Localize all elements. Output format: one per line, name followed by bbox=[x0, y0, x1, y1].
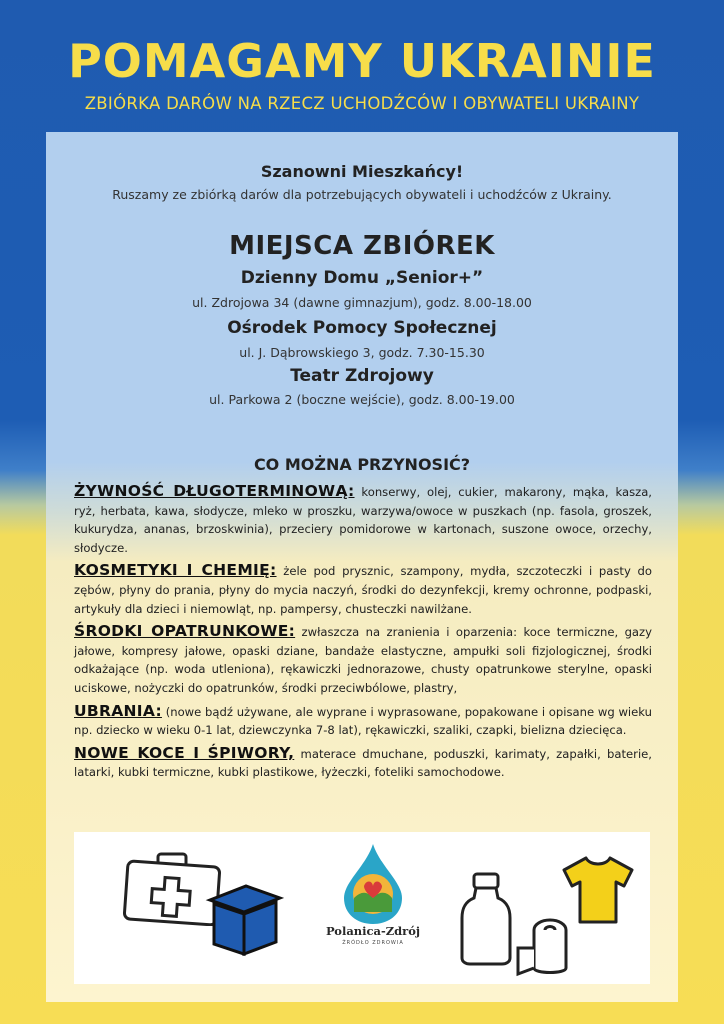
place-address: ul. J. Dąbrowskiego 3, godz. 7.30-15.30 bbox=[239, 345, 485, 360]
category-text: żele pod prysznic, szampony, mydła, szczoteczki i pasty do zębów, płyny do prania, płyny do mycia naczyń, środki do dezynfekcji, kremy ochronne, podpaski, artykuły dla dzieci i niemowląt, np. pampersy, chusteczki nawilżane. bbox=[74, 564, 653, 616]
category-blankets bbox=[74, 744, 652, 782]
category-title: ŻYWNOŚĆ DŁUGOTERMINOWĄ: bbox=[74, 482, 355, 500]
category-text: materace dmuchane, poduszki, karimaty, zapałki, baterie, latarki, kubki termiczne, kubki plastikowe, łyżeczki, foteliki samochodowe. bbox=[74, 746, 652, 780]
greeting-text: Ruszamy ze zbiórką darów dla potrzebujących obywateli i uchodźców z Ukrainy. bbox=[112, 187, 612, 202]
poster-title: POMAGAMY UKRAINIE bbox=[68, 34, 656, 88]
place-address: ul. Parkowa 2 (boczne wejście), godz. 8.00-19.00 bbox=[209, 392, 515, 407]
category-clothes bbox=[74, 702, 652, 740]
logo-tagline: ŹRÓDŁO ZDROWIA bbox=[342, 940, 404, 946]
category-text: konserwy, olej, cukier, makarony, mąka, kasza, ryż, herbata, kawa, słodycze, mleko w proszku, warzywa/owoce w puszkach (np. fasola, groszek, kukurydza, ananas, brzoskwinia), przeciery pomidorowe w kartonach, suszone owoce, orzechy, słodycze. bbox=[74, 485, 652, 555]
t-shirt-icon bbox=[558, 852, 640, 926]
bring-heading: CO MOŻNA PRZYNOSIĆ? bbox=[253, 455, 471, 474]
category-title: UBRANIA: bbox=[74, 701, 162, 720]
greeting-heading: Szanowni Mieszkańcy! bbox=[260, 162, 464, 181]
category-title: NOWE KOCE I ŚPIWORY, bbox=[74, 743, 295, 762]
poster-subtitle: ZBIÓRKA DARÓW NA RZECZ UCHODŹCÓW I OBYWATELI UKRAINY bbox=[84, 94, 640, 113]
place-name: Ośrodek Pomocy Społecznej bbox=[227, 318, 497, 338]
category-title: ŚRODKI OPATRUNKOWE: bbox=[74, 622, 296, 641]
category-first-aid bbox=[74, 622, 652, 697]
logo-name: Polanica-Zdrój bbox=[325, 924, 421, 938]
icons-strip bbox=[74, 832, 650, 984]
box-icon bbox=[204, 880, 284, 960]
category-text: (nowe bądź używane, ale wyprane i wyprasowane, popakowane i opisane wg wieku np. dziecko w wieku 0-1 lat, dziewczynka 7-8 lat), rękawiczki, szaliki, czapki, bielizna dziecięca. bbox=[74, 704, 652, 738]
content-panel bbox=[46, 132, 678, 1002]
donation-categories bbox=[74, 482, 652, 786]
category-food bbox=[74, 482, 652, 557]
toilet-paper-icon bbox=[514, 918, 578, 978]
places-heading: MIEJSCA ZBIÓREK bbox=[229, 231, 495, 261]
category-cosmetics bbox=[74, 561, 652, 618]
place-name: Teatr Zdrojowy bbox=[290, 366, 434, 386]
category-text: zwłaszcza na zranienia i oparzenia: koce termiczne, gazy jałowe, kompresy jałowe, opaski dziane, bandaże elastyczne, ampułki soli fizjologicznej, środki odkażające (np. woda utleniona), rękawiczki jednorazowe, chusty opatrunkowe sterylne, opaski uciskowe, nożyczki do opatrunków, środki przeciwbólowe, plastry, bbox=[74, 625, 652, 695]
place-address: ul. Zdrojowa 34 (dawne gimnazjum), godz. 8.00-18.00 bbox=[192, 295, 532, 310]
place-name: Dzienny Domu „Senior+” bbox=[240, 268, 484, 288]
polanica-logo-icon bbox=[336, 842, 410, 926]
category-title: KOSMETYKI I CHEMIĘ: bbox=[74, 561, 277, 580]
bottle-icon bbox=[458, 870, 514, 966]
